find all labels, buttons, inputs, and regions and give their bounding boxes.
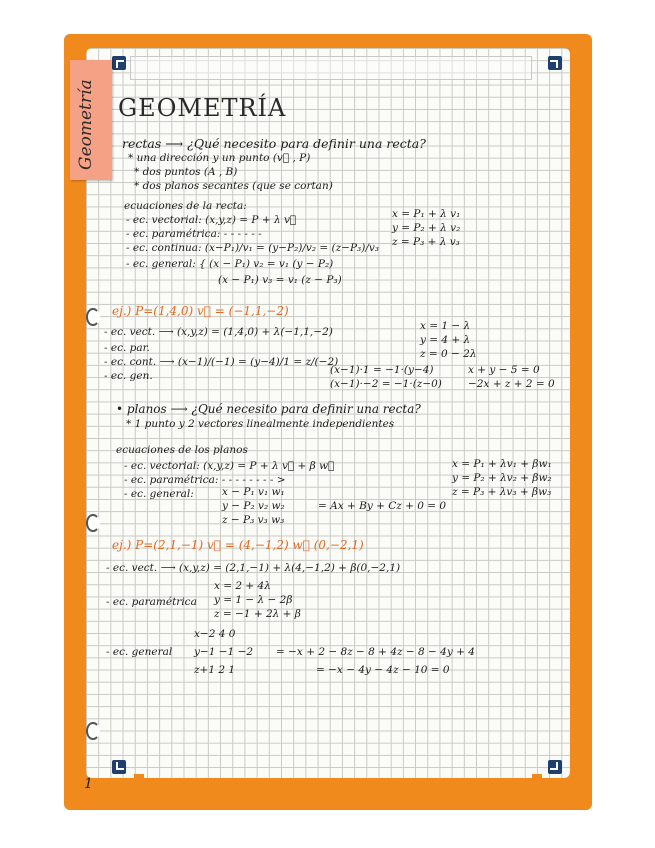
ej2-general: - ec. general: [106, 646, 173, 658]
rectas-param-z: z = P₃ + λ v₃: [392, 236, 460, 248]
page-title: GEOMETRÍA: [118, 94, 287, 122]
ej1-par: - ec. par.: [104, 342, 150, 354]
sticky-note-tab: [70, 60, 112, 180]
ej1-vect: - ec. vect. ⟶ (x,y,z) = (1,4,0) + λ(−1,1,−2): [104, 326, 333, 338]
ej1-heading: ej.) P=(1,4,0) v⃗ = (−1,1,−2): [112, 304, 289, 318]
ej1-param-z: z = 0 − 2λ: [420, 348, 477, 360]
planos-det-row2: y − P₂ v₂ w₂: [222, 500, 285, 512]
binder-hole-icon: [86, 722, 100, 740]
planos-general-result: = Ax + By + Cz + 0 = 0: [318, 500, 447, 512]
planos-heading: • planos ⟶ ¿Qué necesito para definir una recta?: [116, 402, 421, 416]
planos-param-x: x = P₁ + λv₁ + βw₁: [452, 458, 552, 470]
planos-ecuaciones-heading: ecuaciones de los planos: [116, 444, 248, 456]
rectas-ec-parametrica: - ec. paramétrica: - - - - - -: [126, 228, 262, 240]
rectas-ec-vectorial: - ec. vectorial: (x,y,z) = P + λ v⃗: [126, 214, 297, 226]
ej2-param-y: y = 1 − λ − 2β: [214, 594, 293, 606]
ej1-gen-eq1: (x−1)·1 = −1·(y−4): [330, 364, 434, 376]
planos-det-row1: x − P₁ v₁ w₁: [222, 486, 285, 498]
planos-param-y: y = P₂ + λv₂ + βw₂: [452, 472, 552, 484]
ej2-result-1: = −x + 2 − 8z − 8 + 4z − 8 − 4y + 4: [276, 646, 475, 658]
orange-marker: [532, 774, 542, 784]
page-number: 1: [84, 776, 93, 792]
rectas-ec-continua: - ec. continua: (x−P₁)/v₁ = (y−P₂)/v₂ = (z−P₃)/v₃: [126, 242, 380, 254]
planos-bullet: * 1 punto y 2 vectores linealmente independientes: [126, 418, 395, 430]
rectas-heading: rectas ⟶ ¿Qué necesito para definir una recta?: [122, 136, 426, 151]
rectas-ecuaciones-heading: ecuaciones de la recta:: [124, 200, 247, 212]
ej2-det-row3: z+1 2 1: [194, 664, 236, 676]
planos-det-row3: z − P₃ v₃ w₃: [222, 514, 285, 526]
binder-hole-icon: [86, 514, 100, 532]
corner-mark-icon: [548, 760, 562, 774]
ej2-vect: - ec. vect. ⟶ (x,y,z) = (2,1,−1) + λ(4,−1,2) + β(0,−2,1): [106, 562, 401, 574]
ej1-gen: - ec. gen.: [104, 370, 153, 382]
planos-ec-general: - ec. general:: [124, 488, 194, 500]
ej2-param-z: z = −1 + 2λ + β: [214, 608, 301, 620]
binder-hole-icon: [86, 308, 100, 326]
ej2-heading: ej.) P=(2,1,−1) v⃗ = (4,−1,2) w⃗ (0,−2,1): [112, 538, 364, 552]
orange-marker: [134, 774, 144, 784]
ej2-param: - ec. paramétrica: [106, 596, 197, 608]
ej1-param-x: x = 1 − λ: [420, 320, 471, 332]
corner-mark-icon: [112, 760, 126, 774]
ej1-gen-result1: x + y − 5 = 0: [468, 364, 540, 376]
planos-param-z: z = P₃ + λv₃ + βw₃: [452, 486, 552, 498]
ej1-param-y: y = 4 + λ: [420, 334, 471, 346]
rectas-bullet: * dos planos secantes (que se cortan): [134, 180, 333, 192]
ej2-det-row2: y−1 −1 −2: [194, 646, 254, 658]
rectas-bullet: * dos puntos (A , B): [134, 166, 238, 178]
rectas-ec-general: - ec. general: { (x − P₁) v₂ = v₁ (y − P₂): [126, 258, 334, 270]
ej2-det-row1: x−2 4 0: [194, 628, 236, 640]
planos-ec-parametrica: - ec. paramétrica: - - - - - - - - >: [124, 474, 286, 486]
ej1-cont: - ec. cont. ⟶ (x−1)/(−1) = (y−4)/1 = z/(−2): [104, 356, 339, 368]
corner-mark-icon: [112, 56, 126, 70]
ej1-gen-result2: −2x + z + 2 = 0: [468, 378, 555, 390]
corner-mark-icon: [548, 56, 562, 70]
rectas-param-y: y = P₂ + λ v₂: [392, 222, 461, 234]
planos-ec-vectorial: - ec. vectorial: (x,y,z) = P + λ v⃗ + β w⃗: [124, 460, 335, 472]
ej1-gen-eq2: (x−1)·−2 = −1·(z−0): [330, 378, 442, 390]
sticky-note-label: Geometría: [76, 79, 96, 170]
rectas-bullet: * una dirección y un punto (v⃗ , P): [128, 152, 311, 164]
header-box: [130, 56, 532, 80]
ej2-param-x: x = 2 + 4λ: [214, 580, 271, 592]
rectas-param-x: x = P₁ + λ v₁: [392, 208, 461, 220]
rectas-ec-general-2: (x − P₁) v₃ = v₁ (z − P₃): [218, 274, 342, 286]
ej2-result-2: = −x − 4y − 4z − 10 = 0: [316, 664, 450, 676]
